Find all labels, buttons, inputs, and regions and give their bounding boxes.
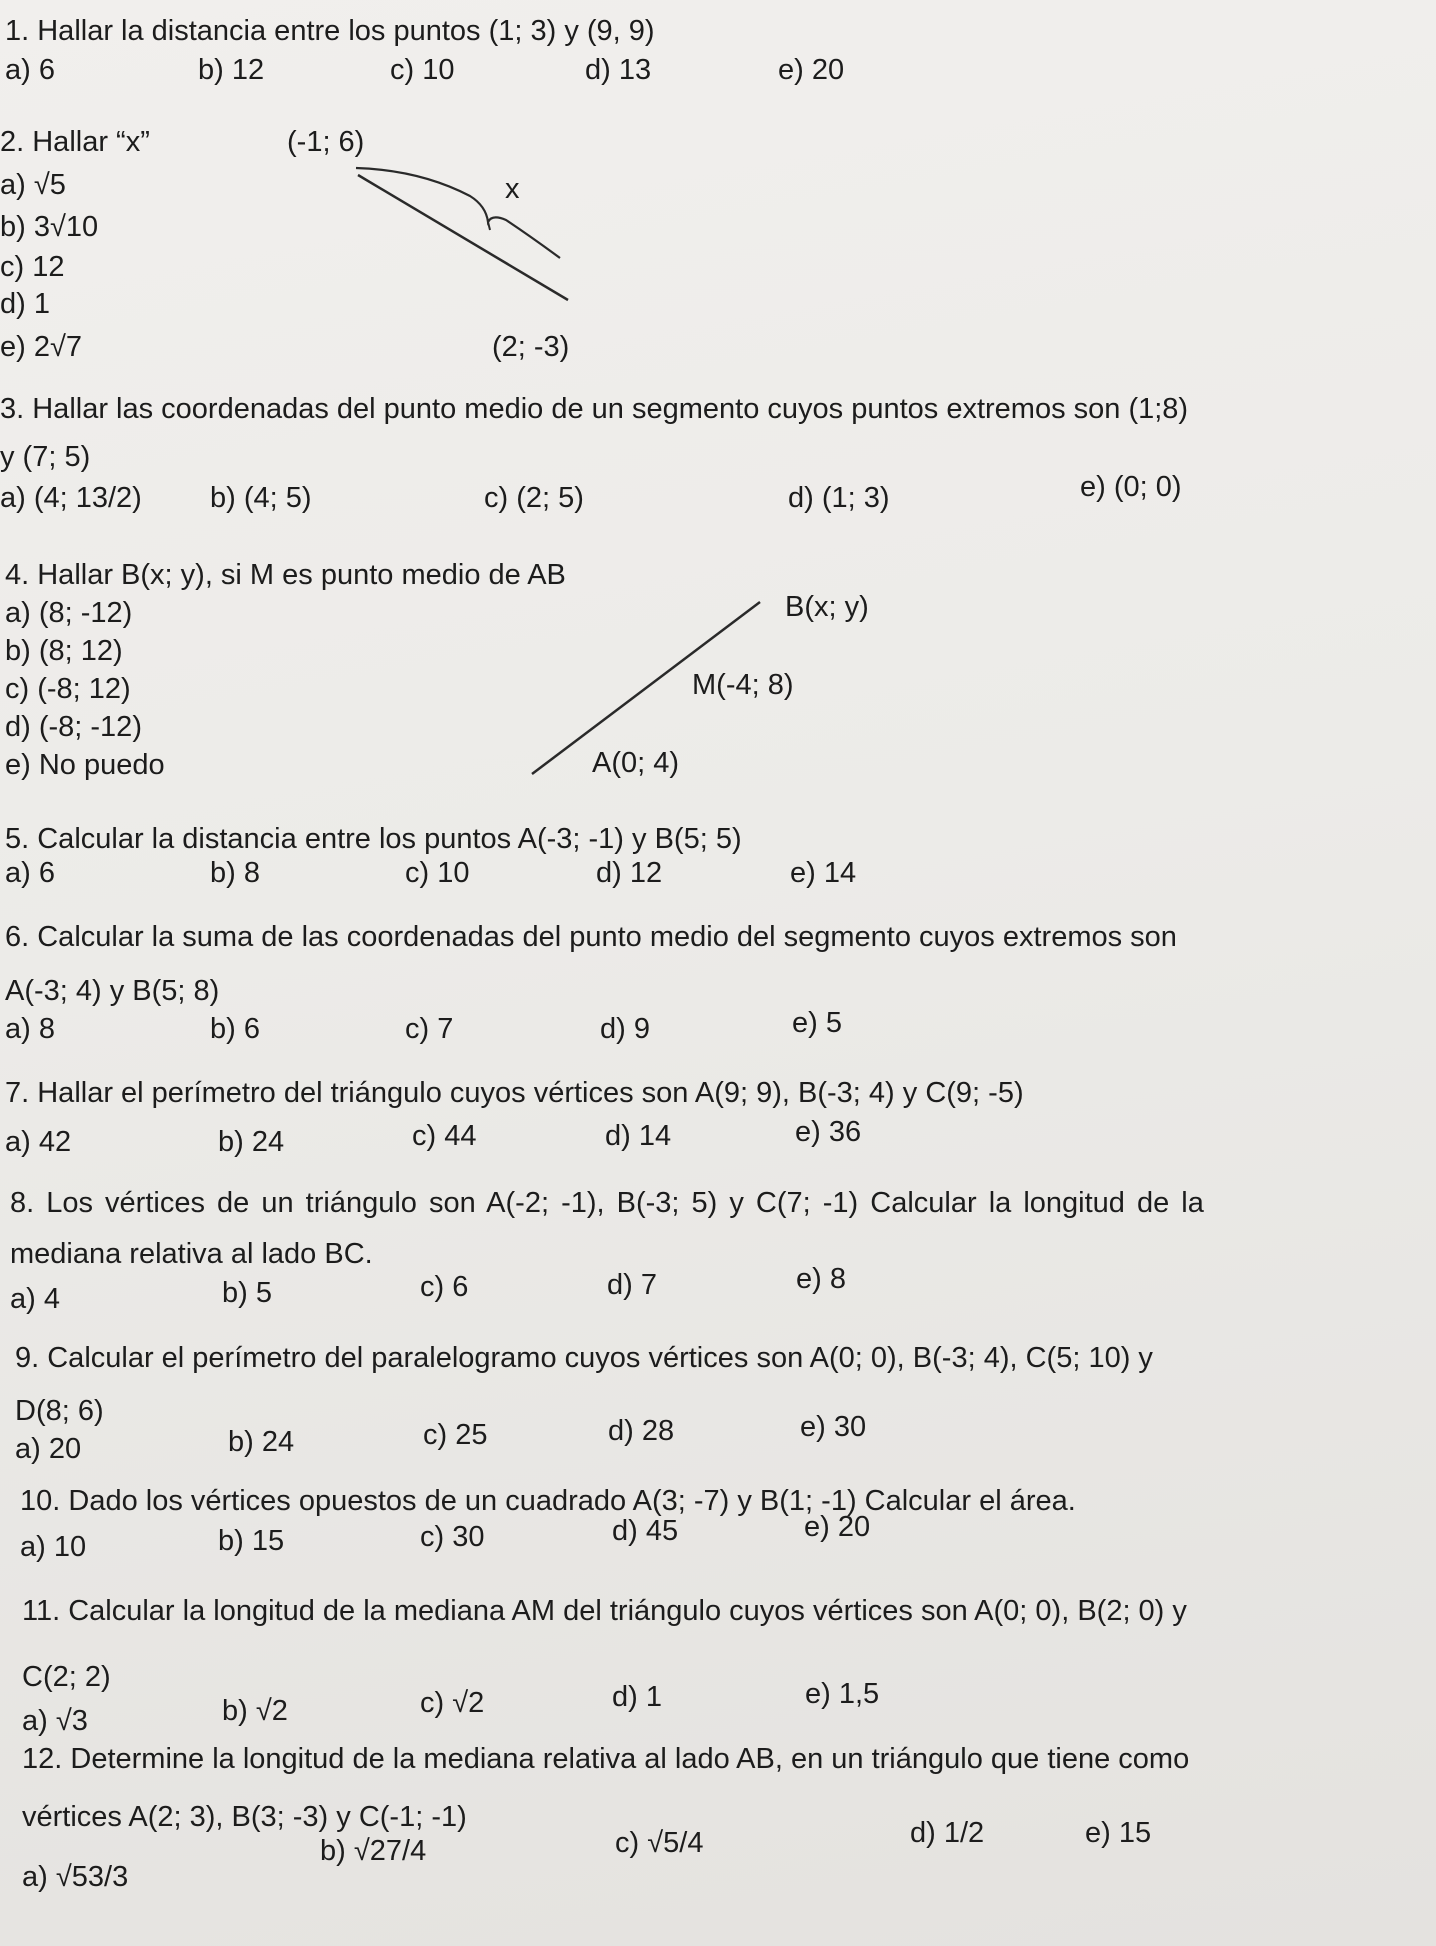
- q5-stem: 5. Calcular la distancia entre los puntos A(-3; -1) y B(5; 5): [5, 823, 742, 855]
- q6-option-c[interactable]: c) 7: [405, 1013, 454, 1045]
- q9-option-a[interactable]: a) 20: [15, 1433, 82, 1465]
- q8-stem-line1: 8. Los vértices de un triángulo son A(-2; -1), B(-3; 5) y C(7; -1) Calcular la longitud de la: [10, 1187, 1204, 1219]
- q4-option-b[interactable]: b) (8; 12): [5, 635, 123, 667]
- q7-option-c[interactable]: c) 44: [412, 1120, 477, 1152]
- q3-option-c[interactable]: c) (2; 5): [484, 482, 584, 514]
- q12-option-d[interactable]: d) 1/2: [910, 1817, 985, 1849]
- q5-option-d[interactable]: d) 12: [596, 857, 663, 889]
- q2-option-d[interactable]: d) 1: [0, 288, 50, 320]
- q12-option-c[interactable]: c) √5/4: [615, 1827, 704, 1859]
- q1-option-c[interactable]: c) 10: [390, 54, 455, 86]
- q2-option-c[interactable]: c) 12: [0, 251, 65, 283]
- q1-option-b[interactable]: b) 12: [198, 54, 265, 86]
- q10-option-a[interactable]: a) 10: [20, 1531, 87, 1563]
- q9-option-b[interactable]: b) 24: [228, 1426, 295, 1458]
- q10-stem: 10. Dado los vértices opuestos de un cuadrado A(3; -7) y B(1; -1) Calcular el área.: [20, 1485, 1076, 1517]
- q8-option-d[interactable]: d) 7: [607, 1269, 657, 1301]
- q8-option-e[interactable]: e) 8: [796, 1263, 846, 1295]
- q3-option-b[interactable]: b) (4; 5): [210, 482, 312, 514]
- q4-figure-m-label: M(-4; 8): [692, 669, 794, 701]
- q5-option-e[interactable]: e) 14: [790, 857, 857, 889]
- q4-figure-a-label: A(0; 4): [592, 747, 680, 779]
- q11-stem-line2: C(2; 2): [22, 1661, 111, 1693]
- q10-option-d[interactable]: d) 45: [612, 1515, 679, 1547]
- q8-option-c[interactable]: c) 6: [420, 1271, 469, 1303]
- q1-option-a[interactable]: a) 6: [5, 54, 55, 86]
- q3-option-d[interactable]: d) (1; 3): [788, 482, 890, 514]
- q9-option-d[interactable]: d) 28: [608, 1415, 675, 1447]
- q4-option-c[interactable]: c) (-8; 12): [5, 673, 131, 705]
- q9-option-e[interactable]: e) 30: [800, 1411, 867, 1443]
- q9-option-c[interactable]: c) 25: [423, 1419, 488, 1451]
- q1-option-e[interactable]: e) 20: [778, 54, 845, 86]
- q3-stem-line1: 3. Hallar las coordenadas del punto medio de un segmento cuyos puntos extremos son (1;8): [0, 393, 1189, 425]
- q2-option-a[interactable]: a) √5: [0, 169, 66, 201]
- q1-option-d[interactable]: d) 13: [585, 54, 652, 86]
- q7-option-e[interactable]: e) 36: [795, 1116, 862, 1148]
- q12-stem-line2: vértices A(2; 3), B(3; -3) y C(-1; -1): [22, 1801, 467, 1833]
- q3-option-a[interactable]: a) (4; 13/2): [0, 482, 142, 514]
- q6-option-b[interactable]: b) 6: [210, 1013, 260, 1045]
- q2-segment-line: [358, 175, 568, 300]
- q10-option-e[interactable]: e) 20: [804, 1511, 871, 1543]
- q8-option-a[interactable]: a) 4: [10, 1283, 60, 1315]
- q6-stem-line1: 6. Calcular la suma de las coordenadas del punto medio del segmento cuyos extremos son: [5, 921, 1177, 953]
- q6-stem-line2: A(-3; 4) y B(5; 8): [5, 975, 220, 1007]
- q11-stem-line1: 11. Calcular la longitud de la mediana AM del triángulo cuyos vértices son A(0; 0), B(2; 0) y: [22, 1595, 1187, 1627]
- q11-option-c[interactable]: c) √2: [420, 1687, 485, 1719]
- q3-stem-line2: y (7; 5): [0, 441, 91, 473]
- q6-option-d[interactable]: d) 9: [600, 1013, 650, 1045]
- q2-brace: [356, 168, 560, 258]
- q8-option-b[interactable]: b) 5: [222, 1277, 272, 1309]
- q9-stem-line1: 9. Calcular el perímetro del paralelogramo cuyos vértices son A(0; 0), B(-3; 4), C(5; 10) y: [15, 1342, 1153, 1374]
- q2-option-e[interactable]: e) 2√7: [0, 331, 83, 363]
- q5-option-a[interactable]: a) 6: [5, 857, 55, 889]
- q8-stem-line2: mediana relativa al lado BC.: [10, 1238, 373, 1270]
- q6-option-a[interactable]: a) 8: [5, 1013, 55, 1045]
- q2-figure-top-label: (-1; 6): [287, 126, 365, 158]
- q7-option-a[interactable]: a) 42: [5, 1126, 72, 1158]
- q4-option-e[interactable]: e) No puedo: [5, 749, 165, 781]
- q2-stem: 2. Hallar “x”: [0, 126, 150, 158]
- q7-option-b[interactable]: b) 24: [218, 1126, 285, 1158]
- q5-option-b[interactable]: b) 8: [210, 857, 260, 889]
- q12-option-b[interactable]: b) √27/4: [320, 1835, 427, 1867]
- q11-option-d[interactable]: d) 1: [612, 1681, 662, 1713]
- q6-option-e[interactable]: e) 5: [792, 1007, 842, 1039]
- q9-stem-line2: D(8; 6): [15, 1395, 104, 1427]
- q7-option-d[interactable]: d) 14: [605, 1120, 672, 1152]
- q11-option-b[interactable]: b) √2: [222, 1695, 288, 1727]
- q12-option-a[interactable]: a) √53/3: [22, 1861, 129, 1893]
- q4-option-a[interactable]: a) (8; -12): [5, 597, 133, 629]
- q2-option-b[interactable]: b) 3√10: [0, 211, 99, 243]
- q4-segment-line: [532, 602, 760, 774]
- q10-option-b[interactable]: b) 15: [218, 1525, 285, 1557]
- q5-option-c[interactable]: c) 10: [405, 857, 470, 889]
- q7-stem: 7. Hallar el perímetro del triángulo cuyos vértices son A(9; 9), B(-3; 4) y C(9; -5): [5, 1077, 1024, 1109]
- q12-stem-line1: 12. Determine la longitud de la mediana relativa al lado AB, en un triángulo que tiene como: [22, 1743, 1190, 1775]
- q11-option-e[interactable]: e) 1,5: [805, 1678, 880, 1710]
- q4-figure-b-label: B(x; y): [785, 591, 869, 623]
- q3-option-e[interactable]: e) (0; 0): [1080, 471, 1182, 503]
- q10-option-c[interactable]: c) 30: [420, 1521, 485, 1553]
- q1-stem: 1. Hallar la distancia entre los puntos (1; 3) y (9, 9): [5, 15, 655, 47]
- q2-figure-x-label: x: [505, 173, 520, 205]
- q11-option-a[interactable]: a) √3: [22, 1705, 88, 1737]
- q4-option-d[interactable]: d) (-8; -12): [5, 711, 142, 743]
- q12-option-e[interactable]: e) 15: [1085, 1817, 1152, 1849]
- q4-stem: 4. Hallar B(x; y), si M es punto medio de AB: [5, 559, 566, 591]
- q2-figure-bottom-label: (2; -3): [492, 331, 570, 363]
